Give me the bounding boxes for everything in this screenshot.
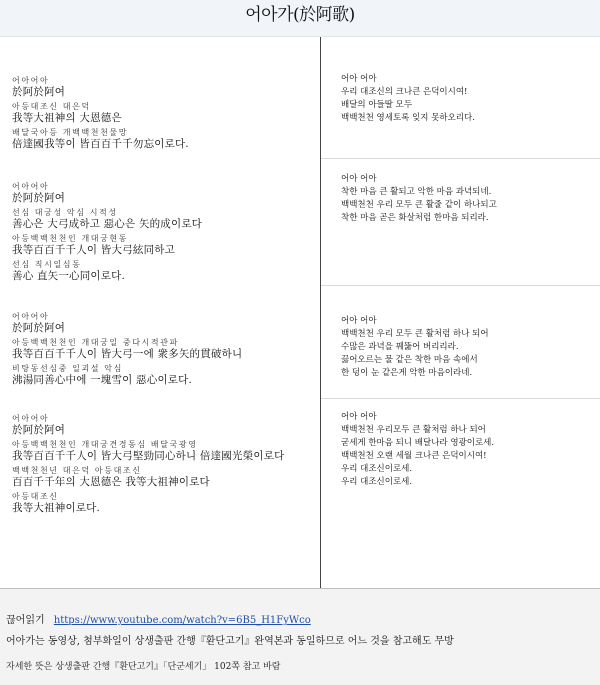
reading-line: 배달국아등 개백백천천물망 [12, 128, 129, 137]
hanja-line: 於阿於阿여 [12, 322, 66, 334]
translation-line: 우리 대조신이로세. [341, 464, 413, 474]
footer-note: 어아가는 동영상, 첨부화일이 상생출판 간행『환단고기』완역본과 동일하므로 어느 것을 참고해도 무방 [6, 636, 454, 647]
hanja-line: 我等大祖神의 大恩德은 [12, 112, 122, 124]
translation-line: 백백천천 우리 모두 큰 활처럼 하나 되어 [341, 329, 489, 339]
translation-line: 굳세게 한마음 되니 배달나라 영광이로세. [341, 438, 495, 448]
translation-line: 백백천천 오랜 세월 크나큰 은덕이시여! [341, 451, 487, 461]
stanza-1 [12, 73, 317, 151]
reading-line: 어아어아 [12, 312, 50, 321]
hanja-line: 百百千千年의 大恩德은 我等大祖神이로다 [12, 476, 210, 488]
reading-line: 어아어아 [12, 76, 50, 85]
hanja-line: 善心은 大弓成하고 惡心은 矢的成이로다 [12, 218, 203, 230]
hanja-line: 沸湯同善心中에 一塊雪이 惡心이로다. [12, 374, 193, 386]
hanja-line: 於阿於阿여 [12, 192, 66, 204]
translation-line: 배달의 아들딸 모두 [341, 100, 413, 110]
translation-line: 어아 어아 [341, 74, 377, 84]
stanza-3 [12, 309, 317, 387]
translation-line: 우리 대조신의 크나큰 은덕이시여! [341, 87, 468, 97]
translation-line: 백백천천 우리 모두 큰 활줄 같이 하나되고 [341, 200, 497, 210]
hanja-line: 倍達國我等이 皆百百千千勿忘이로다. [12, 138, 189, 150]
translation-line: 착한 마음 곧은 화살처럼 한마음 되리라. [341, 213, 489, 223]
translation-stanza-3 [341, 315, 596, 380]
reading-line: 선심 대궁성 악심 시적성 [12, 208, 118, 217]
reading-line: 아등백백천천인 개대궁현동 [12, 234, 129, 243]
reading-line: 비탕동선심중 일괴설 악심 [12, 364, 123, 373]
listen-row [6, 611, 311, 626]
stanza-2 [12, 179, 317, 283]
page-title: 어아가(於阿歌) [245, 5, 355, 25]
hanja-line: 我等百百千千人이 皆大弓堅勁同心하니 倍達國光榮이로다 [12, 450, 285, 462]
translation-line: 끓어오르는 물 같은 착한 마음 속에서 [341, 355, 478, 365]
reading-line: 어아어아 [12, 182, 50, 191]
reading-line: 어아어아 [12, 414, 50, 423]
translation-line: 어아 어아 [341, 412, 377, 422]
stanza-separator [321, 398, 600, 399]
translation-line: 백백천천 우리모두 큰 활처럼 하나 되어 [341, 425, 486, 435]
reading-line: 아등백백천천인 개대궁일 중다시적관파 [12, 338, 179, 347]
reading-line: 아등대조신 대은덕 [12, 102, 91, 111]
hanja-line: 我等大祖神이로다. [12, 502, 101, 514]
translation-line: 우리 대조신이로세. [341, 477, 413, 487]
translation-stanza-1 [341, 73, 596, 125]
reading-line: 아등백백천천인 개대궁견경동심 배달국광영 [12, 440, 198, 449]
footer-detail: 자세한 뜻은 상생출판 간행『환단고기』「단군세기」 102쪽 참고 바람 [6, 662, 281, 672]
translation-line: 어아 어아 [341, 174, 377, 184]
hanja-line: 於阿於阿여 [12, 86, 66, 98]
translation-line: 한 덩이 눈 같은게 악한 마음이라네. [341, 368, 473, 378]
translation-column [321, 37, 600, 588]
original-text-column [0, 37, 320, 588]
translation-line: 착한 마음 큰 활되고 악한 마음 과녁되네. [341, 187, 492, 197]
translation-line: 어아 어아 [341, 316, 377, 326]
stanza-4 [12, 411, 317, 515]
hanja-line: 我等百百千千人이 皆大弓絃同하고 [12, 244, 175, 256]
stanza-separator [321, 285, 600, 286]
footer [0, 588, 600, 685]
translation-stanza-4 [341, 411, 596, 489]
translation-line: 백백천천 영세토록 잊지 못하오리다. [341, 113, 475, 123]
listen-label: 끊어읽기 [6, 615, 45, 626]
hanja-line: 於阿於阿여 [12, 424, 66, 436]
youtube-link[interactable]: https://www.youtube.com/watch?v=6B5_H1FyWco [53, 615, 311, 626]
reading-line: 백백천천년 대은덕 아등대조신 [12, 466, 142, 475]
page-header [0, 0, 600, 37]
translation-stanza-2 [341, 173, 596, 225]
stanza-separator [321, 158, 600, 159]
hanja-line: 我等百百千千人이 皆大弓一에 衆多矢的貫破하니 [12, 348, 243, 360]
hanja-line: 善心 直矢一心同이로다. [12, 270, 126, 282]
translation-line: 수많은 과녁을 꿰뚫어 버리리라. [341, 342, 459, 352]
reading-line: 아등대조신 [12, 492, 59, 501]
reading-line: 선심 직시일심동 [12, 260, 82, 269]
